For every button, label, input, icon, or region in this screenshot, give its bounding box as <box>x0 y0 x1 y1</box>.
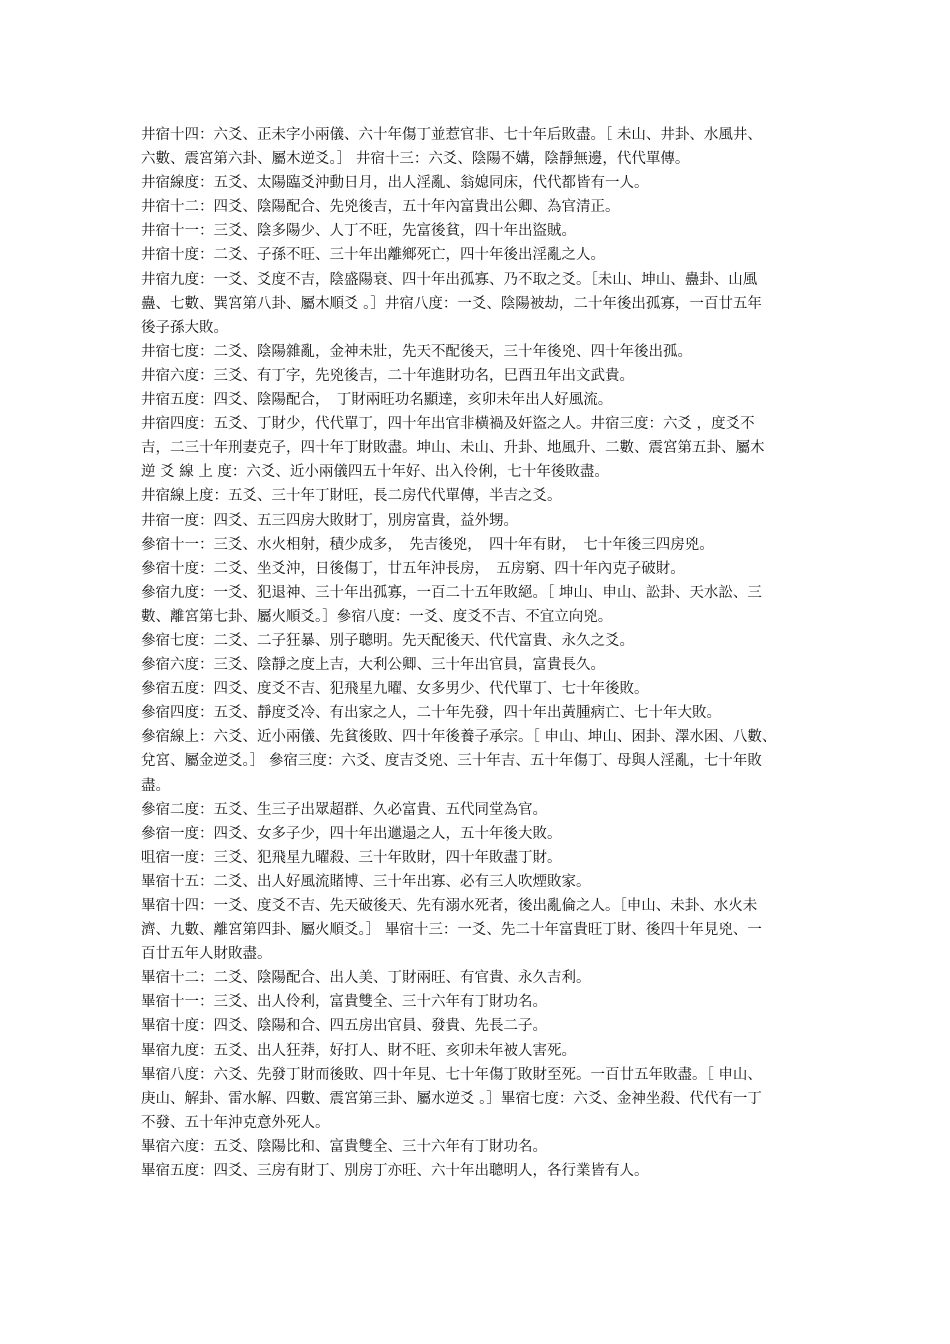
text-line: 六數、震宮第六卦、屬木逆爻。］ 井宿十三：六爻、陰陽不媾，陰靜無邊，代代單傳。 <box>141 151 690 168</box>
text-line: 吉，二三十年刑妻克子，四十年丁財敗盡。坤山、未山、升卦、地風升、二數、震宮第五卦、屬木 <box>141 440 765 457</box>
text-line: 畢宿十四：一爻、度爻不吉、先天破後天、先有溺水死者，後出亂倫之人。［申山、未卦、水火未 <box>141 898 758 914</box>
text-line: 參宿六度：三爻、陰靜之度上吉，大利公卿、三十年出官員，富貴長久。 <box>141 657 605 674</box>
text-line: 井宿四度：五爻、丁財少，代代單丁，四十年出官非橫禍及奸盜之人。井宿三度：六爻 ，度爻不 <box>141 416 755 433</box>
text-line: 蠱、七數、巽宮第八卦、屬木順爻 。］井宿八度：一爻、陰陽被劫，二十年後出孤寡，一百廿五年 <box>141 295 762 312</box>
text-line: 畢宿五度：四爻、三房有財丁、別房丁亦旺、六十年出聰明人，各行業皆有人。 <box>141 1163 649 1180</box>
text-line: 井宿一度：四爻、五三四房大敗財丁，別房富貴，益外甥。 <box>141 512 518 529</box>
text-line: 畢宿六度：五爻、陰陽比和、富貴雙全、三十六年有丁財功名。 <box>141 1138 547 1155</box>
text-line: 盡。 <box>141 777 170 794</box>
text-line: 畢宿八度：六爻、先發丁財而後敗、四十年見、七十年傷丁敗財至死。一百廿五年敗盡。［ 申山、 <box>141 1066 762 1083</box>
text-line: 參宿線上：六爻、近小兩儀、先貧後敗、四十年後養子承宗。［ 申山、坤山、困卦、澤水困、八數、 <box>141 729 777 746</box>
text-line: 井宿九度：一爻、爻度不吉，陰盛陽衰、四十年出孤寡、乃不取之爻。［未山、坤山、蠱卦、山風 <box>141 271 758 288</box>
text-line: 畢宿十度：四爻、陰陽和合、四五房出官員、發貴、先長二子。 <box>141 1018 547 1035</box>
text-line: 井宿五度：四爻、陰陽配合， 丁財兩旺功名顯達，亥卯未年出人好風流。 <box>141 392 613 409</box>
text-line: 參宿四度：五爻、靜度爻冷、有出家之人，二十年先發，四十年出黃腫病亡、七十年大敗。 <box>141 705 721 722</box>
text-line: 百廿五年人財敗盡。 <box>141 946 272 963</box>
text-line: 參宿十度：二爻、坐爻沖，日後傷丁，廿五年沖長房， 五房窮、四十年內克子破財。 <box>141 560 685 577</box>
text-line: 濟、九數、離宮第四卦、屬火順爻。］ 畢宿十三：一爻、先二十年富貴旺丁財、後四十年見兇、一 <box>141 922 762 939</box>
text-line: 井宿十二：四爻、陰陽配合、先兇後吉，五十年內富貴出公卿、為官清正。 <box>141 199 620 216</box>
text-line: 井宿六度：三爻、有丁字，先兇後吉，二十年進財功名，巳酉丑年出文武貴。 <box>141 367 634 384</box>
text-line: 井宿七度：二爻、陰陽雜亂，金神未壯，先天不配後天，三十年後兇、四十年後出孤。 <box>141 343 692 360</box>
text-line: 畢宿九度：五爻、出人狂莽，好打人、財不旺、亥卯未年被人害死。 <box>141 1042 576 1059</box>
text-line: 參宿七度：二爻、二子狂暴、別子聰明。先天配後天、代代富貴、永久之爻。 <box>141 632 634 649</box>
text-line: 參宿九度：一爻、犯退神、三十年出孤寡，一百二十五年敗絕。［ 坤山、申山、訟卦、天水訟、三 <box>141 584 762 601</box>
text-line: 參宿一度：四爻、女多子少，四十年出邋遢之人，五十年後大敗。 <box>141 825 562 842</box>
text-line: 畢宿十二：二爻、陰陽配合、出人美、丁財兩旺、有官貴、永久吉利。 <box>141 970 591 987</box>
text-line: 參宿二度：五爻、生三子出眾超群、久必富貴、五代同堂為官。 <box>141 801 547 818</box>
text-line: 不發、五十年沖克意外死人。 <box>141 1114 330 1131</box>
text-line: 井宿線度：五爻、太陽臨爻沖動日月，出人淫亂、翁媳同床，代代都皆有一人。 <box>141 175 649 192</box>
text-line: 咀宿一度：三爻、犯飛星九曜殺、三十年敗財，四十年敗盡丁財。 <box>141 849 562 866</box>
text-line: 參宿十一：三爻、水火相射，積少成多， 先吉後兇， 四十年有財， 七十年後三四房兇。 <box>141 536 714 553</box>
text-line: 逆 爻 線 上 度：六爻、近小兩儀四五十年好、出入伶俐，七十年後敗盡。 <box>141 464 609 481</box>
text-line: 參宿五度：四爻、度爻不吉、犯飛星九曜、女多男少、代代單丁、七十年後敗。 <box>141 681 649 698</box>
text-line: 井宿十度：二爻、子孫不旺、三十年出離鄉死亡，四十年後出淫亂之人。 <box>141 247 605 264</box>
text-line: 畢宿十五：二爻、出人好風流賭博、三十年出寡、必有三人吹煙敗家。 <box>141 873 591 890</box>
text-line: 後子孫大敗。 <box>141 319 228 336</box>
text-line: 井宿線上度：五爻、三十年丁財旺，長二房代代單傳，半吉之爻。 <box>141 488 562 505</box>
text-line: 井宿十四：六爻、正未字小兩儀、六十年傷丁並惹官非、七十年后敗盡。［ 未山、井卦、水風井、 <box>141 127 762 143</box>
document-page <box>141 123 816 1183</box>
text-line: 兌宮、屬金逆爻。］ 參宿三度：六爻、度吉爻兇、三十年吉、五十年傷丁、母與人淫亂，七十年敗 <box>141 753 762 770</box>
text-line: 井宿十一：三爻、陰多陽少、人丁不旺，先富後貧，四十年出盜賊。 <box>141 223 576 240</box>
text-line: 畢宿十一：三爻、出人伶利，富貴雙全、三十六年有丁財功名。 <box>141 994 547 1011</box>
text-line: 庚山、解卦、雷水解、四數、震宮第三卦、屬水逆爻 。］畢宿七度：六爻、金神坐殺、代代有一丁 <box>141 1090 762 1107</box>
text-line: 數、離宮第七卦、屬火順爻。］參宿八度：一爻、度爻不吉、不宜立向兇。 <box>141 608 613 625</box>
